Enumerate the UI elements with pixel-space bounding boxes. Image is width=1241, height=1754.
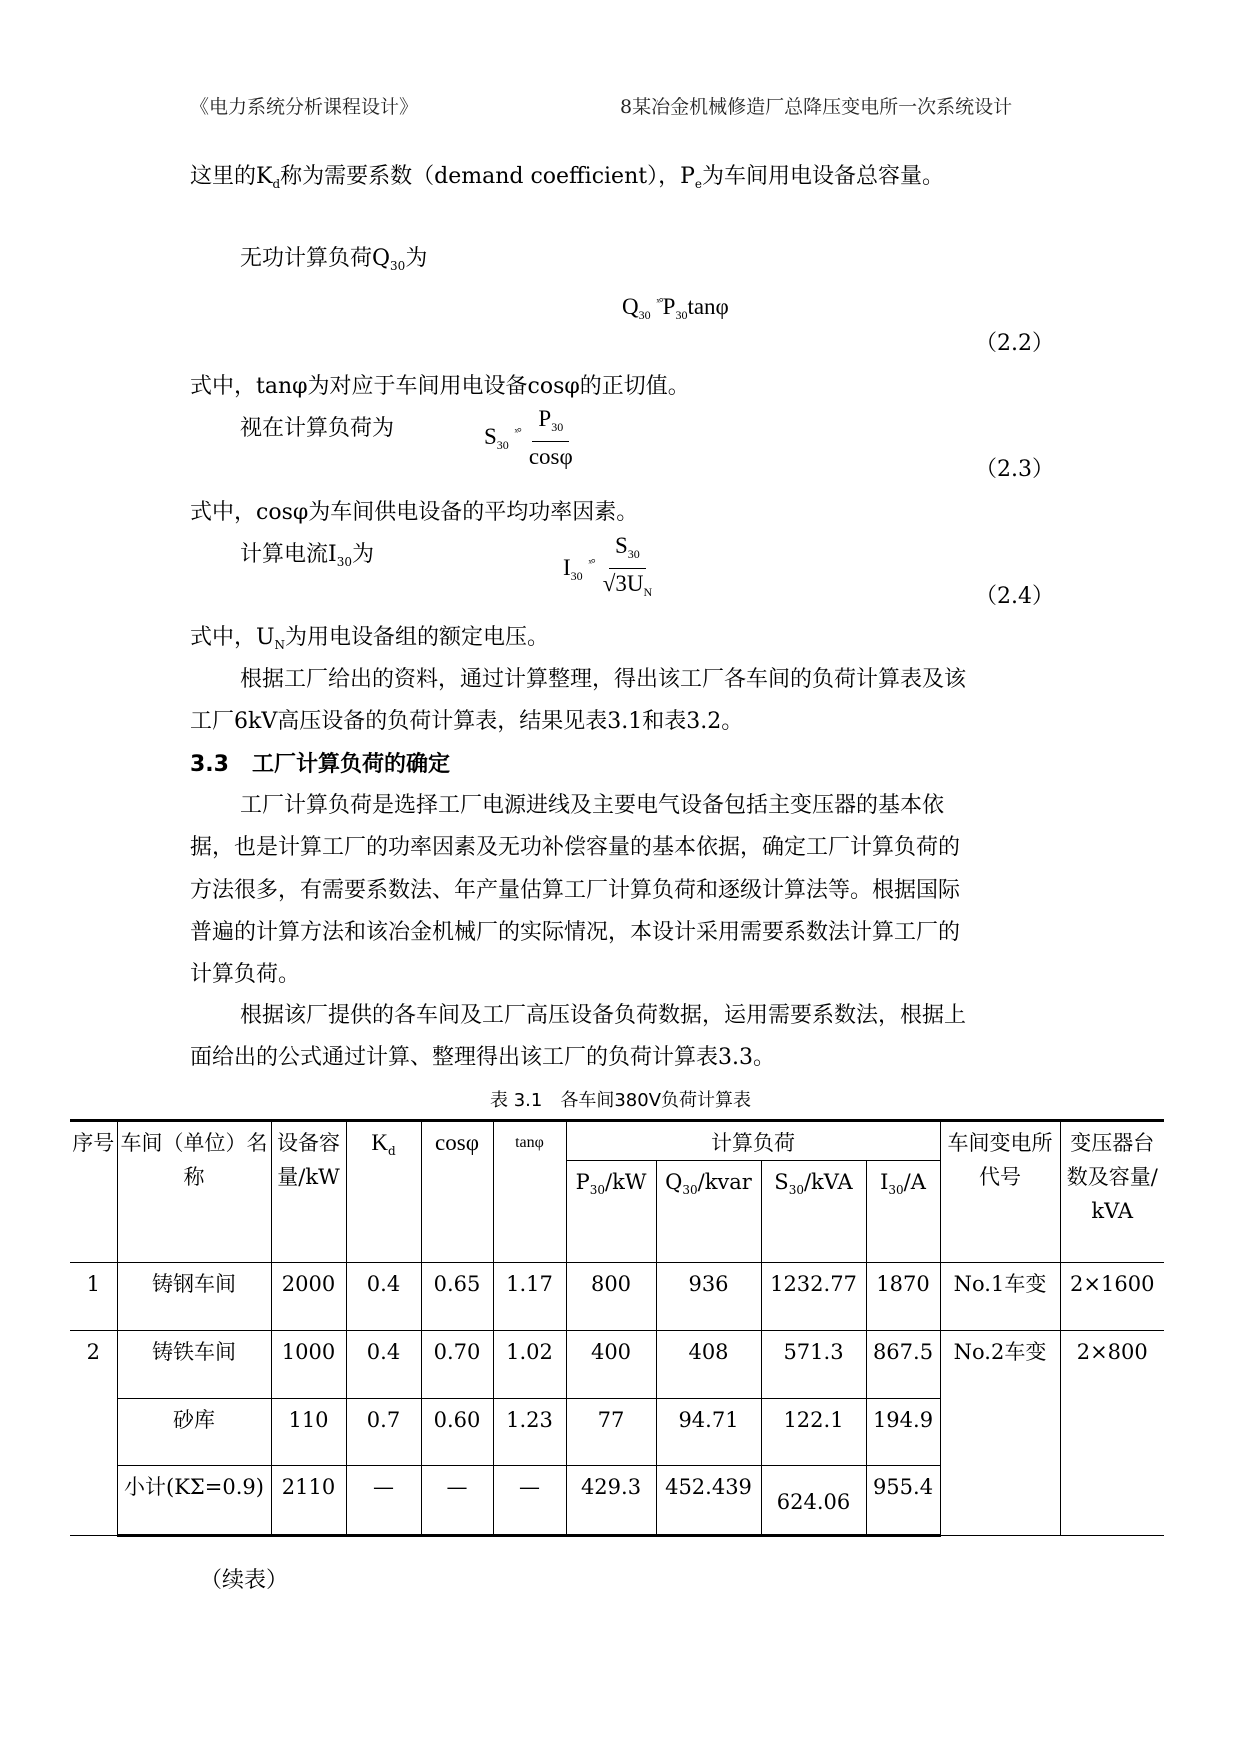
cell-kd: 0.4 xyxy=(346,1263,421,1331)
cell-transformer: 2×800 xyxy=(1060,1331,1164,1536)
cell-name: 铸铁车间 xyxy=(117,1331,271,1399)
paragraph-line: 普遍的计算方法和该冶金机械厂的实际情况，本设计采用需要系数法计算工厂的 xyxy=(190,920,961,945)
cell-s30: 571.3 xyxy=(761,1331,866,1399)
cell-kd: 0.4 xyxy=(346,1331,421,1399)
cell-tan: — xyxy=(493,1466,566,1536)
th-q30: $Q_{30}$/kvar xyxy=(656,1161,761,1263)
equation-number: （2.2） xyxy=(975,331,1054,356)
th-cos: cosφ xyxy=(421,1121,493,1263)
table-row xyxy=(70,1263,1164,1331)
table-header-row xyxy=(70,1121,1164,1161)
cell-i30: 1870 xyxy=(866,1263,940,1331)
th-i30: $I_{30}/A$ xyxy=(866,1161,940,1263)
cell-substation: No.1车变 xyxy=(940,1263,1060,1331)
formula-i30: $I_{30}$ $^{ˣ^\circ}$ $\frac{S_{30}}{√3U_N}$ xyxy=(563,533,653,599)
th-p30: $P_{30}/kW$ xyxy=(566,1161,656,1263)
cell-name: 铸钢车间 xyxy=(117,1263,271,1331)
cell-cos: — xyxy=(421,1466,493,1536)
s-label: 视在计算负荷为 xyxy=(240,416,395,441)
cell-p30: 400 xyxy=(566,1331,656,1399)
th-name: 车间（单位）名称 xyxy=(117,1121,271,1263)
equation-number: （2.3） xyxy=(975,457,1054,482)
cell-q30: 94.71 xyxy=(656,1399,761,1466)
cell-no: 2 xyxy=(70,1331,117,1536)
cell-cos: 0.65 xyxy=(421,1263,493,1331)
paragraph-line: 根据该厂提供的各车间及工厂高压设备负荷数据，运用需要系数法，根据上 xyxy=(240,1003,967,1028)
paragraph-line: 计算负荷。 xyxy=(190,962,301,987)
paragraph-line: 根据工厂给出的资料，通过计算整理，得出该工厂各车间的负荷计算表及该 xyxy=(240,667,967,692)
cell-s30: 122.1 xyxy=(761,1399,866,1466)
th-substation: 车间变电所代号 xyxy=(940,1121,1060,1263)
cell-transformer: 2×1600 xyxy=(1060,1263,1164,1331)
equation-number: （2.4） xyxy=(975,584,1054,609)
continued-label: （续表） xyxy=(200,1568,289,1593)
q-label: 无功计算负荷$Q_{30}$为 xyxy=(240,246,428,273)
cell-p30: 800 xyxy=(566,1263,656,1331)
cell-kd: — xyxy=(346,1466,421,1536)
paragraph-line: 工厂计算负荷是选择工厂电源进线及主要电气设备包括主变压器的基本依 xyxy=(240,793,945,818)
th-transformer: 变压器台数及容量/kVA xyxy=(1060,1121,1164,1263)
cell-i30: 194.9 xyxy=(866,1399,940,1466)
cell-i30: 867.5 xyxy=(866,1331,940,1399)
formula-s30: $S_{30}$ $^{ˣ^\circ}$ $\frac{P_{30}}{\cos\varphi}$ xyxy=(484,406,573,469)
cell-tan: 1.02 xyxy=(493,1331,566,1399)
q-note: 式中，tanφ为对应于车间用电设备cosφ的正切值。 xyxy=(190,374,690,399)
cell-name: 小计(KΣ=0.9) xyxy=(117,1466,271,1536)
cell-q30: 936 xyxy=(656,1263,761,1331)
th-capacity: 设备容量/kW xyxy=(271,1121,346,1263)
cell-tan: 1.23 xyxy=(493,1399,566,1466)
cell-kd: 0.7 xyxy=(346,1399,421,1466)
header-left: 《电力系统分析课程设计》 xyxy=(190,96,419,118)
cell-no: 1 xyxy=(70,1263,117,1331)
cell-name: 砂库 xyxy=(117,1399,271,1466)
table-row xyxy=(70,1331,1164,1399)
formula-q30: $Q_{30}$ $^{ˣ^\circ}P_{30}\tan\varphi$ xyxy=(622,294,729,322)
cell-substation: No.2车变 xyxy=(940,1331,1060,1536)
s-note: 式中，cosφ为车间供电设备的平均功率因素。 xyxy=(190,500,639,525)
table-caption: 表 3.1 各车间380V负荷计算表 xyxy=(490,1090,752,1111)
header-right: 8某冶金机械修造厂总降压变电所一次系统设计 xyxy=(620,96,1013,118)
paragraph-kd: 这里的$K_d$称为需要系数（demand coefficient），$P_e$为车间用电设备总容量。 xyxy=(190,164,945,191)
paragraph-line: 据，也是计算工厂的功率因素及无功补偿容量的基本依据，确定工厂计算负荷的 xyxy=(190,835,961,860)
cell-p30: 429.3 xyxy=(566,1466,656,1536)
cell-q30: 452.439 xyxy=(656,1466,761,1536)
i-note: 式中，$U_N$为用电设备组的额定电压。 xyxy=(190,625,550,652)
paragraph-line: 方法很多，有需要系数法、年产量估算工厂计算负荷和逐级计算法等。根据国际 xyxy=(190,878,961,903)
cell-i30: 955.4 xyxy=(866,1466,940,1536)
th-s30: $S_{30}$/kVA xyxy=(761,1161,866,1263)
section-heading: 3.3 工厂计算负荷的确定 xyxy=(190,752,450,777)
th-tan: tanφ xyxy=(493,1121,566,1263)
th-kd: $K_d$ xyxy=(346,1121,421,1263)
cell-q30: 408 xyxy=(656,1331,761,1399)
paragraph-line: 工厂6kV高压设备的负荷计算表，结果见表3.1和表3.2。 xyxy=(190,709,744,734)
cell-cos: 0.70 xyxy=(421,1331,493,1399)
load-calculation-table xyxy=(70,1119,1164,1537)
i-label: 计算电流$I_{30}$为 xyxy=(240,542,374,569)
paragraph-line: 面给出的公式通过计算、整理得出该工厂的负荷计算表3.3。 xyxy=(190,1045,775,1070)
cell-capacity: 2110 xyxy=(271,1466,346,1536)
cell-s30: 624.06 xyxy=(761,1466,866,1536)
cell-capacity: 1000 xyxy=(271,1331,346,1399)
cell-s30: 1232.77 xyxy=(761,1263,866,1331)
cell-capacity: 2000 xyxy=(271,1263,346,1331)
th-no: 序号 xyxy=(70,1121,117,1263)
th-calc-load: 计算负荷 xyxy=(566,1121,940,1161)
cell-tan: 1.17 xyxy=(493,1263,566,1331)
cell-capacity: 110 xyxy=(271,1399,346,1466)
cell-cos: 0.60 xyxy=(421,1399,493,1466)
cell-p30: 77 xyxy=(566,1399,656,1466)
